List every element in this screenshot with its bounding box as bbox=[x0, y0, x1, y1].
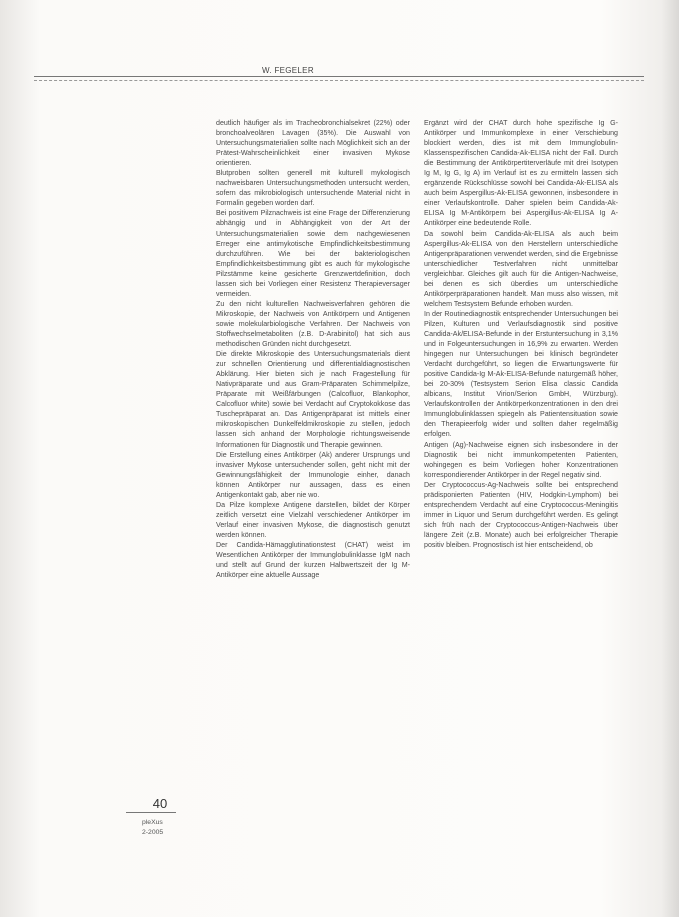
paragraph: Die Erstellung eines Antikörper (Ak) anderer Ursprungs und invasiver Mykose untersuchender sollen, geht nicht mit der Gewinnungsfähigkeit der Immunologie einher, danach können Antikörper nur aussagen, dass es einen Antigenkontakt gab, aber nie wo. bbox=[216, 450, 410, 499]
running-head: W. FEGELER bbox=[262, 66, 314, 75]
paragraph: deutlich häufiger als im Tracheobronchialsekret (22%) oder bronchoalveolären Lavagen (35%). Die Auswahl von Untersuchungsmaterialien sollte nach Möglichkeit sich an der Prätest-Wahrscheinlichkeit einer invasiven Mykose orientieren. bbox=[216, 119, 410, 168]
right-column bbox=[424, 118, 618, 550]
journal-issue: 2-2005 bbox=[142, 829, 164, 836]
paragraph: Antigen (Ag)-Nachweise eignen sich insbesondere in der Diagnostik bei nicht immunkompetenten Patienten, wohingegen es beim Vorliegen hoher Konzentrationen korrespondierender Antikörper in der Regel negativ sind. bbox=[424, 440, 618, 479]
header-rule-dashed bbox=[34, 80, 644, 81]
page-number: 40 bbox=[152, 796, 168, 811]
header-rule bbox=[34, 76, 644, 77]
folio-rule bbox=[126, 812, 176, 813]
paragraph: Blutproben sollten generell mit kulturell mykologisch nachweisbaren Untersuchungsmethoden untersucht werden, sofern das mikrobiologisch untersuchende Material nicht in Formalin gegeben worden darf. bbox=[216, 169, 410, 208]
paragraph: Ergänzt wird der CHAT durch hohe spezifische Ig G-Antikörper und Immunkomplexe in einer Verschiebung blockiert werden, dies ist mit dem Immunglobulin-Klassenspezifischen Candida-Ak-ELISA nicht der Fall. Durch die Bestimmung der Antikörpertiterverläufe mit drei Isotypen Ig M, Ig G, Ig A) im Verlauf ist es zu ermitteln lassen sich ergänzende Rückschlüsse sowohl bei Candida-Ak-ELISA als auch beim Aspergillus-Ak-ELISA gewonnen, insbesondere in einer Verlaufskontrolle. Daher spielen beim Candida-Ak-ELISA Ig M-Antikörpern bei Aspergillus-Ak-ELISA Ig A-Antikörper eine bedeutende Rolle. bbox=[424, 119, 618, 228]
paragraph: Der Cryptococcus-Ag-Nachweis sollte bei entsprechend prädisponierten Patienten (HIV, Hodgkin-Lymphom) bei entsprechendem Verdacht auf eine Cryptococcus-Meningitis immer in Liquor und Serum durchgeführt werden. Es gelingt sich früh nach der Cryptococcus-Antigen-Nachweis über längere Zeit (z.B. Monate) auch bei erfolgreicher Therapie positiv bleiben. Prognostisch ist hier entscheidend, ob bbox=[424, 480, 618, 549]
paragraph: Da sowohl beim Candida-Ak-ELISA als auch beim Aspergillus-Ak-ELISA von den Herstellern unterschiedliche Antigenpräparationen verwendet werden, sind die Ergebnisse unterschiedlicher Testverfahren nicht unmittelbar vergleichbar. Gleiches gilt auch für die Antigen-Nachweise, bei denen es sich überdies um unterschiedliche Antikörperpräparationen handelt. Man muss also wissen, mit welchem Testsystem Befunde erhoben wurden. bbox=[424, 229, 618, 308]
paragraph: Da Pilze komplexe Antigene darstellen, bildet der Körper zeitlich versetzt eine Vielzahl verschiedener Antikörper im Verlauf einer invasiven Mykose, die diagnostisch genutzt werden können. bbox=[216, 500, 410, 539]
paragraph: Die direkte Mikroskopie des Untersuchungsmaterials dient zur schnellen Orientierung und differentialdiagnostischen Abklärung. Hier bieten sich je nach Fragestellung für Nativpräparate und aus Gram-Präparaten Schimmelpilze, Präparate mit Weißfärbungen (Calcofluor, Blankophor, Calcofluor white) sowie bei Verdacht auf Cryptokokkose das Tuschepräparat an. Das Antigenpräparat ist mittels einer mikroskopischen Dunkelfeldmikroskopie zu stellen, jedoch lassen sich anhand der Morphologie richtungsweisende Informationen für Diagnostik und Therapie gewinnen. bbox=[216, 350, 410, 449]
left-column bbox=[216, 118, 410, 580]
paragraph: In der Routinediagnostik entsprechender Untersuchungen bei Pilzen, Kulturen und Verlaufsdiagnostik sind positive Candida-Ak/ELISA-Befunde in der Erstuntersuchung in 3,1% und in Folgeuntersuchungen in 16,9% zu erwarten. Werden hingegen nur Untersuchungen bei klinisch begründeter Verdacht durchgeführt, so liegen die Erwartungswerte für positive Candida-Ig M-Ak-ELISA-Befunde naturgemäß höher, bei 20-30% (Testsystem Serion Elisa classic Candida albicans, Institut Virion/Serion GmbH, Würzburg). Verlaufskontrollen der Antikörperkonzentrationen in den drei Immunglobulinklassen spiegeln als Patientensituation sowie den Therapieerfolg wider und sollten daher regelmäßig erfolgen. bbox=[424, 309, 618, 439]
paragraph: Zu den nicht kulturellen Nachweisverfahren gehören die Mikroskopie, der Nachweis von Antikörpern und Antigenen sowie molekularbiologische Verfahren. Der Nachweis von Stoffwechselmetaboliten (z.B. D-Arabinitol) hat sich aus methodischen Gründen nicht durchgesetzt. bbox=[216, 299, 410, 349]
paragraph: Bei positivem Pilznachweis ist eine Frage der Differenzierung abhängig und in Abhängigkeit von der Art der Untersuchungsmaterialien sowie dem nachgewiesenen Erreger eine antimykotische Empfindlichkeitsbestimmung durchzuführen. Wie bei der bakteriologischen Empfindlichkeitsbestimmung gibt es auch für mykologische Pilzstämme keine gesicherte Grenzwertdefinition, doch lassen sich bei Vorliegen einer Resistenz Therapieversager vermeiden. bbox=[216, 209, 410, 298]
paragraph: Der Candida-Hämagglutinationstest (CHAT) weist im Wesentlichen Antikörper der Immunglobulinklasse IgM nach und stellt auf Grund der kurzen Halbwertszeit der Ig M-Antikörper eine aktuelle Aussage bbox=[216, 540, 410, 580]
journal-info bbox=[142, 818, 163, 838]
page-edge-shadow bbox=[661, 0, 679, 917]
journal-name: pleXus bbox=[142, 819, 163, 826]
